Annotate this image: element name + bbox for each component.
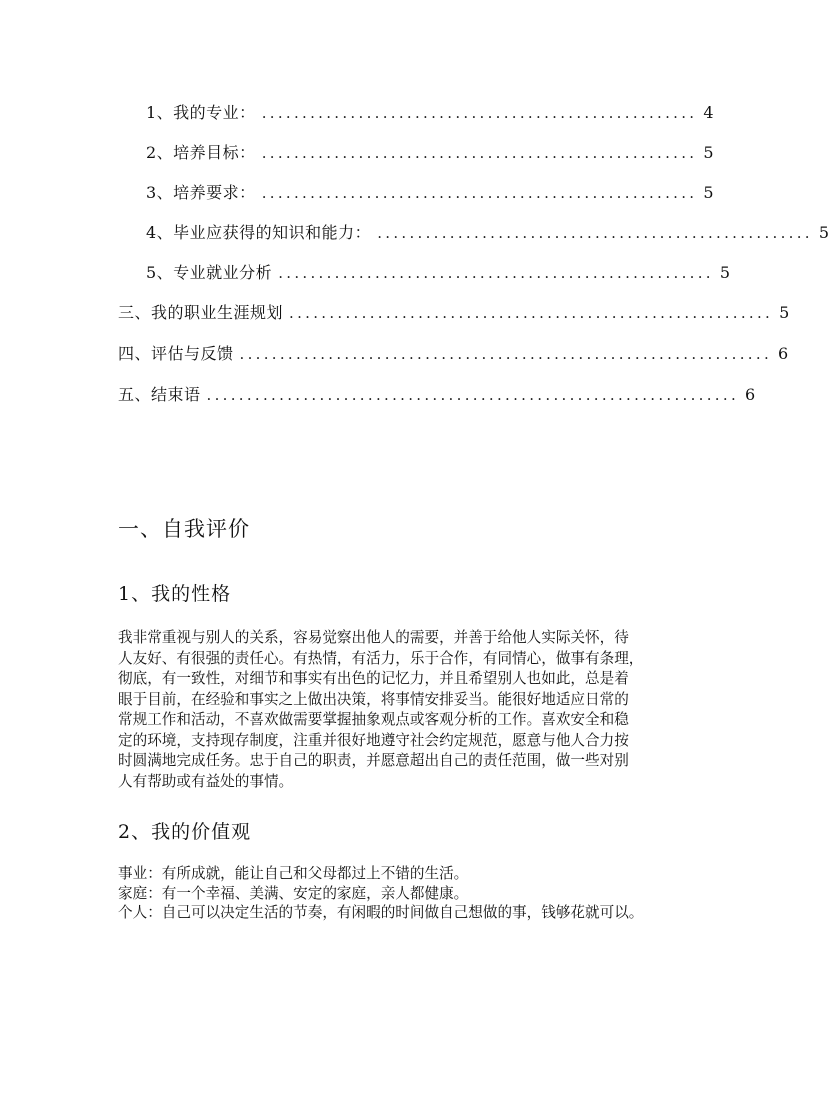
toc-entry-title: 五、结束语: [118, 385, 201, 404]
toc-page-number: 5: [818, 223, 829, 242]
toc-leader-dots: ......................................................: [261, 144, 698, 162]
toc-page-number: 5: [719, 263, 731, 282]
toc-entry-title: 3、培养要求：: [146, 183, 256, 202]
toc-entry-training-requirements[interactable]: [118, 180, 714, 220]
toc-entry-employment-analysis[interactable]: [118, 260, 731, 300]
toc-page-number: 6: [745, 385, 756, 404]
toc-leader-dots: ......................................................: [261, 104, 698, 122]
toc-entry-graduate-abilities[interactable]: [118, 220, 829, 260]
paragraph-line: 定的环境，支持现存制度，注重并很好地遵守社会约定规范，愿意与他人合力按: [118, 731, 629, 749]
personality-paragraph: [118, 628, 658, 792]
subsection-heading-personality: 1、我的性格: [118, 583, 232, 605]
toc-entry-title: 5、专业就业分析: [146, 263, 273, 282]
toc-page-number: 5: [779, 303, 790, 322]
toc-entry-conclusion[interactable]: [118, 382, 756, 423]
toc-leader-dots: ......................................................: [278, 264, 714, 282]
paragraph-line: 眼于目前，在经验和事实之上做出决策，将事情安排妥当。能很好地适应日常的: [118, 690, 629, 708]
toc-entry-training-goals[interactable]: [118, 140, 714, 180]
toc-entry-career-plan[interactable]: [118, 300, 790, 341]
paragraph-line: 人友好、有很强的责任心。有热情，有活力，乐于合作，有同情心，做事有条理，: [118, 649, 644, 667]
toc-leader-dots: ......................................................: [377, 224, 813, 242]
paragraph-line: 时圆满地完成任务。忠于自己的职责，并愿意超出自己的责任范围，做一些对别: [118, 752, 629, 769]
subsection-heading-values: 2、我的价值观: [118, 821, 252, 843]
toc-page-number: 6: [778, 344, 789, 363]
toc-leader-dots: ..................................................................: [239, 345, 773, 363]
paragraph-line: 彻底，有一致性，对细节和事实有出色的记忆力，并且希望别人也如此，总是着: [118, 670, 629, 687]
toc-page-number: 4: [703, 103, 714, 122]
values-paragraph: [118, 864, 658, 923]
paragraph-line: 我非常重视与别人的关系，容易觉察出他人的需要，并善于给他人实际关怀，待: [118, 629, 629, 646]
table-of-contents: [118, 100, 829, 423]
toc-entry-evaluation-feedback[interactable]: [118, 341, 789, 382]
paragraph-line: 常规工作和活动，不喜欢做需要掌握抽象观点或客观分析的工作。喜欢安全和稳: [118, 711, 629, 728]
toc-leader-dots: ......................................................: [261, 184, 698, 202]
toc-page-number: 5: [703, 143, 714, 162]
toc-entry-title: 三、我的职业生涯规划: [118, 303, 284, 322]
toc-entry-major[interactable]: [118, 100, 714, 140]
values-line-personal: 个人：自己可以决定生活的节奏，有闲暇的时间做自己想做的事，钱够花就可以。: [118, 904, 644, 921]
section-heading-self-evaluation: 一、自我评价: [118, 517, 250, 541]
values-line-family: 家庭：有一个幸福、美满、安定的家庭，亲人都健康。: [118, 884, 469, 902]
values-line-career: 事业：有所成就，能让自己和父母都过上不错的生活。: [118, 865, 469, 882]
toc-leader-dots: ............................................................: [289, 304, 774, 322]
toc-entry-title: 2、培养目标：: [146, 143, 256, 162]
paragraph-line: 人有帮助或有益处的事情。: [118, 772, 294, 790]
toc-page-number: 5: [703, 183, 714, 202]
toc-entry-title: 1、我的专业：: [146, 103, 256, 122]
toc-entry-title: 4、毕业应获得的知识和能力：: [146, 223, 372, 242]
toc-entry-title: 四、评估与反馈: [118, 344, 234, 363]
toc-leader-dots: ..................................................................: [206, 386, 740, 404]
